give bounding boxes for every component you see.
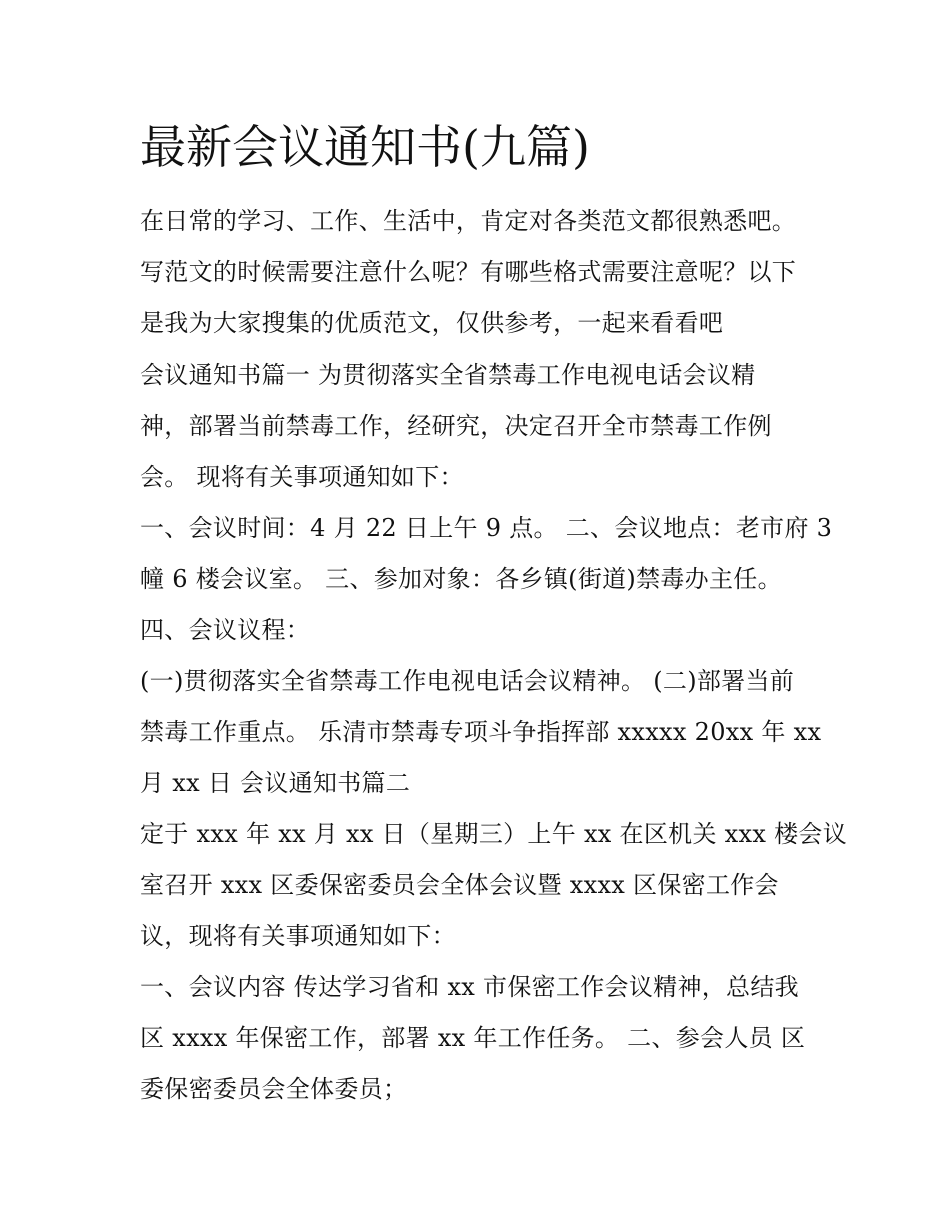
- body-line: 幢 6 楼会议室。 三、参加对象：各乡镇(街道)禁毒办主任。: [140, 565, 782, 593]
- body-line: 议，现将有关事项通知如下：: [140, 922, 456, 950]
- body-line: 会。 现将有关事项通知如下：: [140, 463, 464, 491]
- body-line: 一、会议内容 传达学习省和 xx 市保密工作会议精神，总结我: [140, 973, 799, 1001]
- body-line: 禁毒工作重点。 乐清市禁毒专项斗争指挥部 xxxxx 20xx 年 xx: [140, 718, 822, 746]
- body-line: 委保密委员会全体委员；: [140, 1075, 408, 1103]
- body-line: 四、会议议程：: [140, 616, 311, 644]
- body-line: 神，部署当前禁毒工作，经研究，决定召开全市禁毒工作例: [140, 412, 772, 440]
- body-line: 一、会议时间：4 月 22 日上午 9 点。 二、会议地点：老市府 3: [140, 514, 833, 542]
- body-line: 是我为大家搜集的优质范文，仅供参考，一起来看看吧: [140, 309, 724, 337]
- body-line: 月 xx 日 会议通知书篇二: [140, 769, 411, 797]
- document-title: 最新会议通知书(九篇): [140, 120, 590, 174]
- body-line: 定于 xxx 年 xx 月 xx 日（星期三）上午 xx 在区机关 xxx 楼会议: [140, 820, 848, 848]
- body-line: 室召开 xxx 区委保密委员会全体会议暨 xxxx 区保密工作会: [140, 871, 779, 899]
- body-line: 写范文的时候需要注意什么呢？有哪些格式需要注意呢？以下: [140, 258, 797, 286]
- body-line: 会议通知书篇一 为贯彻落实全省禁毒工作电视电话会议精: [140, 361, 756, 389]
- body-line: (一)贯彻落实全省禁毒工作电视电话会议精神。 (二)部署当前: [140, 667, 795, 695]
- body-line: 区 xxxx 年保密工作，部署 xx 年工作任务。 二、参会人员 区: [140, 1024, 806, 1052]
- body-line: 在日常的学习、工作、生活中，肯定对各类范文都很熟悉吧。: [140, 207, 797, 235]
